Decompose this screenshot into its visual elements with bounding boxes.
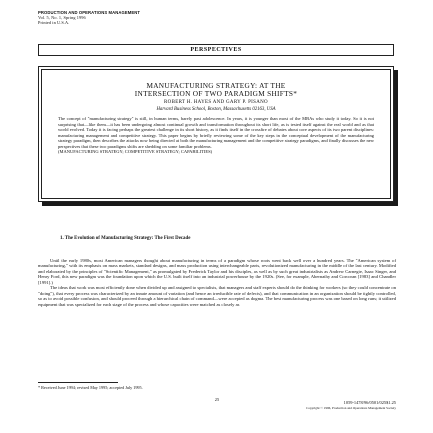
perspectives-banner	[38, 44, 394, 56]
article-title	[60, 82, 372, 97]
copyright-line: Copyright © 1996, Production and Operations Management Society	[306, 406, 396, 410]
abstract-text: The concept of "manufacturing strategy" is still, in human terms, barely past adolescence. In years, it is younger than most of the MBAs who study it today. So it is not surprising that—like them—it has been undergoing almost continual growth and transformation throughout its short life, as is tested itself against the real world and as that world evolved. Today it is facing perhaps the greatest challenge in its short history, as it finds itself in the crossfire of debates about core aspects of its two parent disciplines: manufacturing management and competitive strategy. This paper begins by briefly reviewing some of the key steps in the conceptual development of the manufacturing strategy paradigm, then describes the attacks now being directed at both the manufacturing management and the competitive strategy paradigms, and finally discusses the new perspectives that these two paradigms shifts are shedding on some familiar problems.	[58, 116, 374, 149]
body-paragraph-2: The ideas that work was most efficiently done when divided up and assigned to specialists, that managers and staff experts should do the thinking for workers (so they could concentrate on "doing"), that every process was characterized by an innate amount of variation (and hence an irreducible rate of defects), and that communication in an organization should be tightly controlled, so as to avoid possible confusion, and should proceed through a hierarchical chain of command—were accepted as dogma. The best manufacturing process was one based on long runs; it utilized equipment that was specialized for each stage of the process and whose capacities were matched as closely as	[38, 285, 396, 307]
body-text	[38, 258, 396, 307]
article-abstract	[58, 116, 374, 155]
article-affiliation: Harvard Business School, Boston, Massachusetts 02163, USA	[156, 107, 276, 112]
abstract-box-shadow-right	[394, 70, 398, 206]
footnote-rule	[38, 382, 118, 383]
article-title-line-2: INTERSECTION OF TWO PARADIGM SHIFTS*	[134, 88, 298, 98]
journal-name: PRODUCTION AND OPERATIONS MANAGEMENT	[38, 10, 141, 15]
footnote: * Received June 1994; revised May 1995; accepted July 1995.	[38, 385, 143, 390]
article-title-line-1: MANUFACTURING STRATEGY: AT THE	[146, 81, 286, 90]
abstract-box-shadow-bottom	[42, 202, 398, 206]
journal-printed: Printed in U.S.A.	[38, 20, 70, 25]
body-paragraph-1: Until the early 1980s, most American managers thought about manufacturing in terms of a paradigm whose roots went back well over a hundred years. The "American system of manufacturing," with its emphasis on mass markets, standard designs, and mass production using interchangeable parts, revolutionized manufacturing in the middle of the last century. Modified and elaborated by the principles of "Scientific Management," as promulgated by Frederick Taylor and his disciples, as well as by such great industrialists as Andrew Carnegie, Isaac Singer, and Henry Ford, this new paradigm was the foundation upon which the U.S. built itself into an industrial powerhouse by the 1920s. (See, for example, Abernathy and Corcoran [1983] and Chandler [1991].)	[38, 258, 396, 285]
journal-header	[38, 10, 238, 25]
perspectives-label: PERSPECTIVES	[190, 47, 242, 53]
issn-line: 1059-1478/96/0501/025$1.25	[343, 400, 396, 405]
article-authors: ROBERT H. HAYES AND GARY P. PISANO	[164, 100, 268, 105]
section-heading: 1. The Evolution of Manufacturing Strategy: The First Decade	[60, 236, 191, 241]
abstract-keywords: (MANUFACTURING STRATEGY; COMPETITIVE STRATEGY; CAPABILITIES)	[58, 149, 213, 155]
journal-volume: Vol. 5, No. 1, Spring 1996	[38, 15, 86, 20]
page-number: 25	[214, 397, 220, 402]
